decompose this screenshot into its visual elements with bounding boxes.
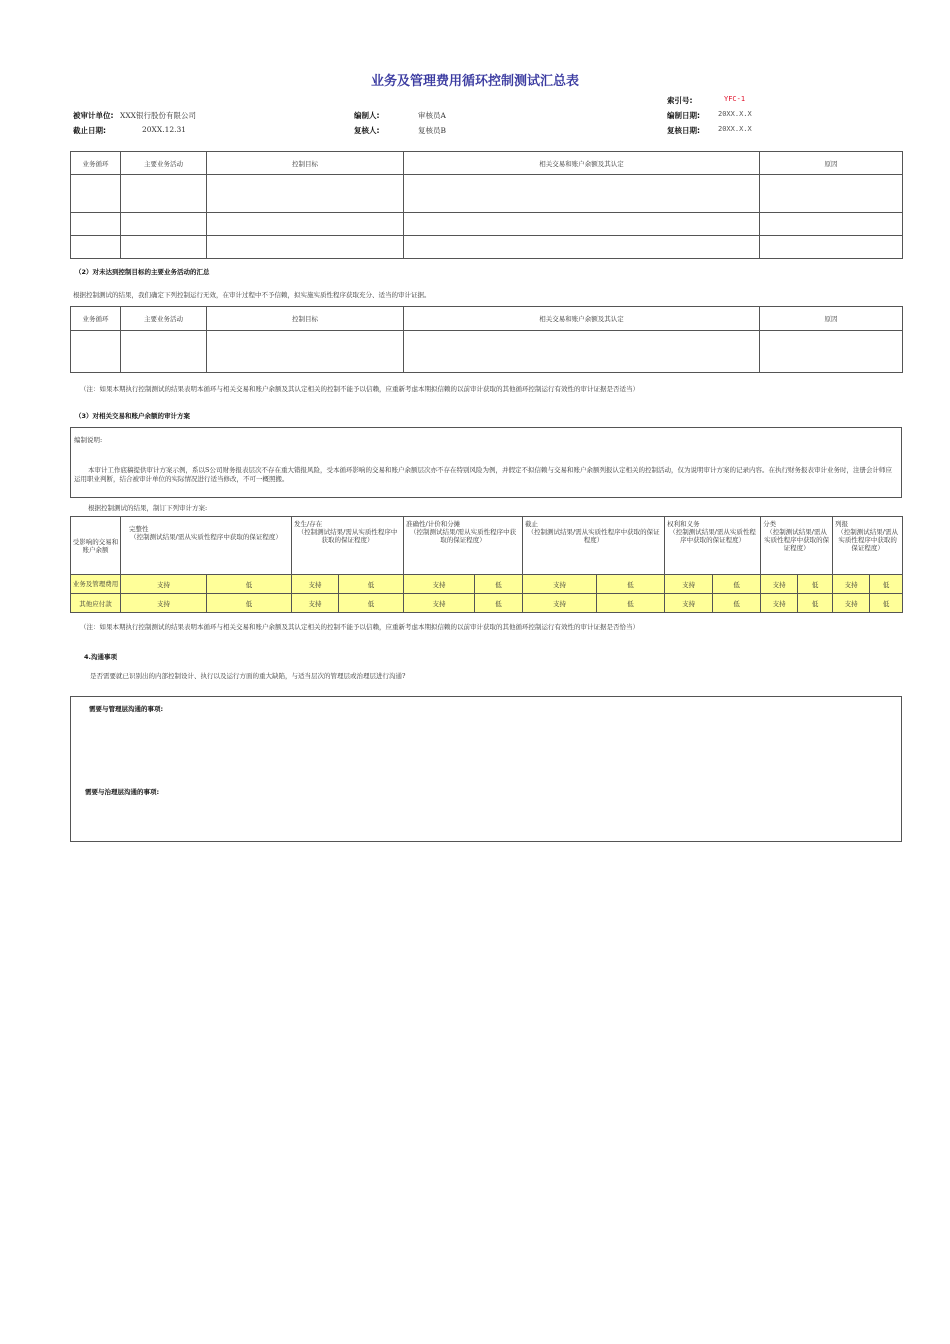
cell-value: 低 [597,575,665,594]
cell-value: 支持 [292,594,339,613]
section3-heading: （3）对相关交易和账户余额的审计方案 [75,412,191,420]
assertion-desc: （控制测试结果/需从实质性程序中获取的保证程度） [409,528,517,544]
assertion-name: 分类 [763,520,777,528]
ineffective-controls-table [70,306,903,373]
assertion-header [404,517,523,575]
cell-value: 支持 [292,575,339,594]
cell-value: 支持 [523,575,597,594]
cell-value: 低 [339,594,404,613]
assertion-header [761,517,833,575]
cell-value: 低 [475,594,523,613]
index-value: YFC-1 [724,95,746,103]
cell-value: 支持 [761,575,798,594]
assertion-name: 准确性/计价和分摊 [406,520,461,528]
prep-date-label: 编制日期: [667,111,700,120]
cell-value: 低 [798,575,833,594]
col-header: 业务循环 [71,152,121,175]
col-header: 主要业务活动 [121,152,207,175]
review-date-value: 20XX.X.X [718,125,752,133]
table-row [71,236,903,259]
table-row [71,213,903,236]
assertion-name: 权利和义务 [667,520,700,528]
cell-value: 支持 [121,575,207,594]
assertion-desc: （控制测试结果/需从实质性程序中获取的保证程度） [130,533,282,541]
cell-value: 支持 [833,575,870,594]
assertion-header [833,517,903,575]
assertion-header [665,517,761,575]
cell-value: 低 [475,575,523,594]
management-matters-label: 需要与管理层沟通的事项: [89,705,164,713]
section4-heading: 4.沟通事项 [84,653,117,661]
corner-text: 受影响的交易和账户余额 [72,537,119,554]
prep-date-value: 20XX.X.X [718,110,752,118]
table-row [71,575,903,594]
cell-value: 支持 [761,594,798,613]
cell-value: 支持 [833,594,870,613]
row-label: 其他应付款 [71,594,121,613]
page-title: 业务及管理费用循环控制测试汇总表 [370,74,579,89]
col-header: 主要业务活动 [121,307,207,331]
instructions-text: 本审计工作底稿提供审计方案示例，系以S公司财务报表层次不存在重大错报风险，受本循环影响的交易和账户余额层次亦不存在特别风险为例，并假定不拟信赖与交易和账户余额列报认定相关的控制活动，仅为说明审计方案的记录内容。在执行财务报表审计业务时，注册会计师应运用职业判断，结合被审计单位的实际情况进行适当修改，不可一概照搬。 [74,466,892,483]
assertion-name: 列报 [835,520,849,528]
review-date-label: 复核日期: [667,126,700,135]
cell-value: 支持 [404,594,475,613]
assertion-name: 截止 [525,520,539,528]
cell-value: 低 [713,594,761,613]
col-header: 原因 [760,307,903,331]
col-header: 原因 [760,152,903,175]
communication-box [70,696,902,842]
cell-value: 支持 [523,594,597,613]
section2-note: （注：如果本期执行控制测试的结果表明本循环与相关交易和账户余额及其认定相关的控制不能予以信赖，应重新考虑本期拟信赖的以前审计获取的其他循环控制运行有效性的审计证据是否适当） [80,385,639,393]
assertion-desc: （控制测试结果/需从实质性程序中获取的保证程度） [837,528,898,552]
assertion-header [121,517,292,575]
table-row [71,331,903,373]
audited-value: XXX银行股份有限公司 [120,111,197,120]
assertion-desc: （控制测试结果/需从实质性程序中获取的保证程度） [297,528,398,544]
cell-value: 支持 [665,575,713,594]
corner-header [71,517,121,575]
reviewer-value: 复核员B [418,126,447,135]
audited-label: 被审计单位: [73,111,114,120]
section2-text: 根据控制测试的结果，我们确定下列控制运行无效，在审计过程中不予信赖，拟实施实质性程序获取充分、适当的审计证据。 [73,291,431,299]
cell-value: 低 [870,575,903,594]
assertion-desc: （控制测试结果/需从实质性程序中获取的保证程度） [764,528,830,552]
col-header: 控制目标 [207,307,404,331]
cell-value: 低 [870,594,903,613]
cell-value: 支持 [404,575,475,594]
assertion-desc: （控制测试结果/需从实质性程序中获取的保证程度） [669,528,756,544]
section3-note: （注：如果本期执行控制测试的结果表明本循环与相关交易和账户余额及其认定相关的控制不能予以信赖，应重新考虑本期拟信赖的以前审计获取的其他循环控制运行有效性的审计证据是否恰当） [80,623,639,631]
section3-intro: 根据控制测试的结果，制订下列审计方案: [88,504,208,512]
table-row [71,175,903,213]
assertion-name: 发生/存在 [294,520,323,528]
section2-heading: （2）对未达到控制目标的主要业务活动的汇总 [75,268,210,276]
preparer-value: 审核员A [418,111,446,120]
cell-value: 低 [597,594,665,613]
preparer-label: 编制人: [354,111,380,120]
cutoff-value: 20XX.12.31 [142,125,187,134]
cutoff-label: 截止日期: [73,126,106,135]
instructions-title: 编制说明: [74,436,103,444]
cell-value: 低 [207,594,292,613]
assertion-name: 完整性 [129,525,149,533]
cell-value: 支持 [121,594,207,613]
assertion-desc: （控制测试结果/需从实质性程序中获取的保证程度） [527,528,660,544]
cell-value: 低 [339,575,404,594]
col-header: 业务循环 [71,307,121,331]
assertion-header [523,517,665,575]
col-header: 控制目标 [207,152,404,175]
instructions-box [70,427,902,498]
cell-value: 支持 [665,594,713,613]
cell-value: 低 [207,575,292,594]
table-row [71,594,903,613]
reviewer-label: 复核人: [354,126,380,135]
cell-value: 低 [713,575,761,594]
row-label: 业务及管理费用 [71,575,121,594]
cell-value: 低 [798,594,833,613]
assertion-header [292,517,404,575]
index-label: 索引号: [667,96,693,105]
audit-plan-table [70,516,903,613]
section4-question: 是否需要就已识别出的内部控制设计、执行以及运行方面的重大缺陷，与适当层次的管理层或治理层进行沟通? [90,672,406,680]
governance-matters-label: 需要与治理层沟通的事项: [85,788,160,796]
col-header: 相关交易和账户余额及其认定 [404,307,760,331]
col-header: 相关交易和账户余额及其认定 [404,152,760,175]
control-summary-table [70,151,903,259]
